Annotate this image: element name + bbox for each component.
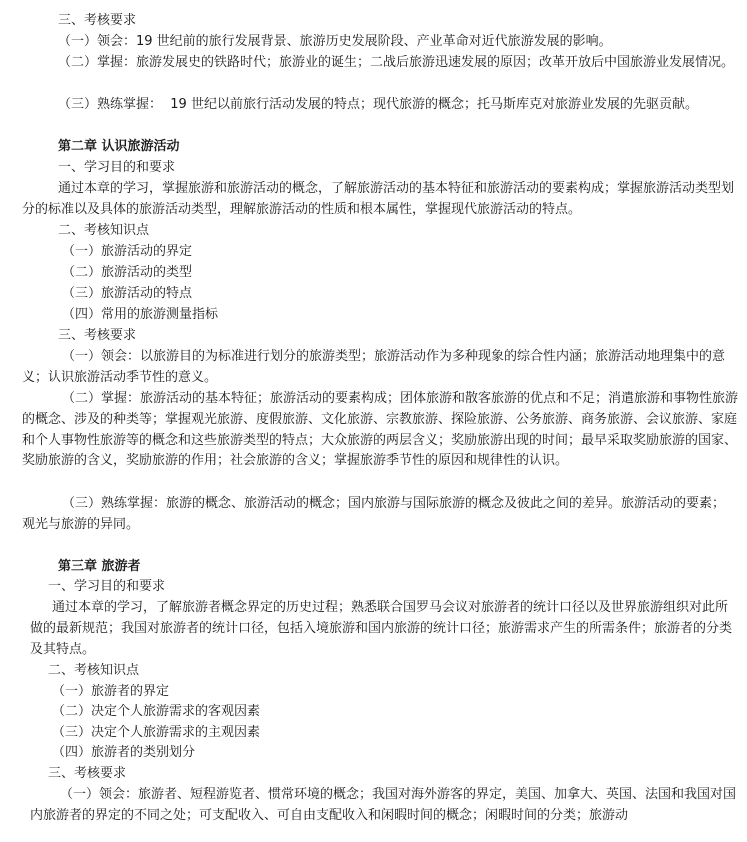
ch1-req-3: （三）熟练掌握： 19 世纪以前旅行活动发展的特点；现代旅游的概念；托马斯库克对旅游业发展的先驱贡献。 bbox=[58, 97, 698, 112]
ch2-s1-text: 通过本章的学习，掌握旅游和旅游活动的概念，了解旅游活动的基本特征和旅游活动的要素构成；掌握旅游活动类型划分的标准以及具体的旅游活动类型，理解旅游活动的性质和根本属性，掌握现代旅游活动的特点。 bbox=[22, 181, 735, 217]
ch1-req-heading: 三、考核要求 bbox=[58, 13, 137, 28]
ch2-s2-item: （二）旅游活动的类型 bbox=[62, 265, 193, 280]
ch1-req-1: （一）领会：19 世纪前的旅行发展背景、旅游历史发展阶段、产业革命对近代旅游发展的影响。 bbox=[58, 34, 612, 49]
ch3-s1-heading: 一、学习目的和要求 bbox=[48, 579, 166, 594]
ch3-s2-heading: 二、考核知识点 bbox=[48, 663, 140, 678]
ch2-s3-heading: 三、考核要求 bbox=[58, 328, 137, 343]
ch2-s2-item: （三）旅游活动的特点 bbox=[62, 286, 193, 301]
ch3-s2-item: （四）旅游者的类别划分 bbox=[52, 745, 196, 760]
ch2-s1-heading: 一、学习目的和要求 bbox=[58, 160, 176, 175]
chapter-3-title: 第三章 旅游者 bbox=[58, 559, 141, 574]
ch2-req-3: （三）熟练掌握：旅游的概念、旅游活动的概念；国内旅游与国际旅游的概念及彼此之间的差异。旅游活动的要素； 观光与旅游的异同。 bbox=[22, 496, 734, 532]
ch2-s2-item: （一）旅游活动的界定 bbox=[62, 244, 193, 259]
ch2-req-2: （二）掌握：旅游活动的基本特征；旅游活动的要素构成；团体旅游和散客旅游的优点和不足；消遣旅游和事物性旅游的概念、涉及的种类等；掌握观光旅游、度假旅游、文化旅游、宗教旅游、探险旅游、公务旅游、商务旅游、会议旅游、家庭和个人事物性旅游等的概念和这些旅游类型的特点；大众旅游的两层含义；奖励旅游出现的时间；最早采取奖励旅游的国家、奖励旅游的含义，奖励旅游的作用；社会旅游的含义；掌握旅游季节性的原因和规律性的认识。 bbox=[22, 391, 739, 469]
ch3-s2-item: （二）决定个人旅游需求的客观因素 bbox=[52, 704, 261, 719]
ch2-s2-heading: 二、考核知识点 bbox=[58, 223, 150, 238]
ch2-s2-item: （四）常用的旅游测量指标 bbox=[62, 307, 219, 322]
ch3-s3-heading: 三、考核要求 bbox=[48, 766, 127, 781]
ch2-req-1: （一）领会：以旅游目的为标准进行划分的旅游类型；旅游活动作为多种现象的综合性内涵；旅游活动地理集中的意义；认识旅游活动季节性的意义。 bbox=[22, 349, 726, 385]
ch3-s2-item: （三）决定个人旅游需求的主观因素 bbox=[52, 725, 261, 740]
ch3-s2-item: （一）旅游者的界定 bbox=[52, 684, 170, 699]
ch3-req-1: （一）领会：旅游者、短程游览者、惯常环境的概念；我国对海外游客的界定，美国、加拿大、英国、法国和我国对国内旅游者的界定的不同之处；可支配收入、可自由支配收入和闲暇时间的概念；闲暇时间的分类；旅游动 bbox=[30, 787, 737, 823]
ch1-req-2: （二）掌握：旅游发展史的铁路时代；旅游业的诞生；二战后旅游迅速发展的原因；改革开放后中国旅游业发展情况。 bbox=[58, 55, 735, 70]
ch3-s1-text: 通过本章的学习，了解旅游者概念界定的历史过程；熟悉联合国罗马会议对旅游者的统计口径以及世界旅游组织对此所做的最新规范；我国对旅游者的统计口径，包括入境旅游和国内旅游的统计口径；旅游需求产生的所需条件；旅游者的分类及其特点。 bbox=[30, 600, 733, 657]
chapter-2-title: 第二章 认识旅游活动 bbox=[58, 139, 180, 154]
